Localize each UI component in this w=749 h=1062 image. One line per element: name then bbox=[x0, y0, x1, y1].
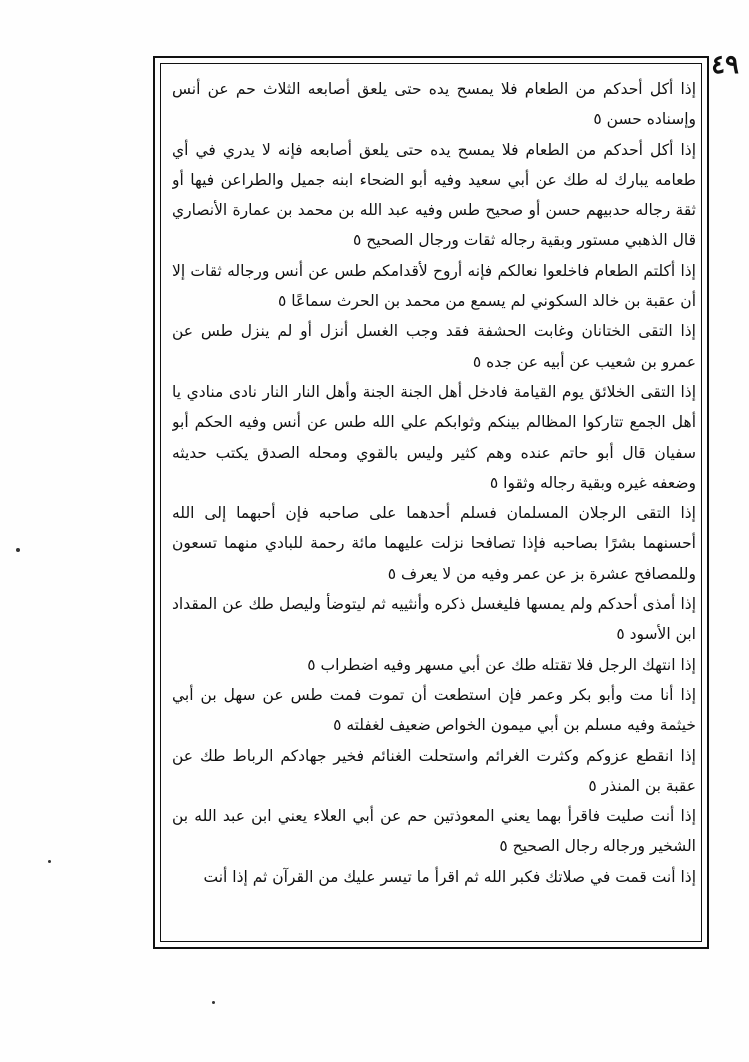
ink-speck bbox=[212, 1001, 215, 1004]
hadith-entry: إذا التقى الختانان وغابت الحشفة فقد وجب الغسل أنزل أو لم ينزل طس عن عمرو بن شعيب عن أبيه عن جده ٥ bbox=[172, 322, 696, 371]
hadith-entry: إذا انتهك الرجل فلا تقتله طك عن أبي مسهر وفيه اضطراب ٥ bbox=[307, 655, 696, 674]
folio-number: ٤٩ bbox=[711, 50, 739, 80]
hadith-entry: إذا التقى الخلائق يوم القيامة فادخل أهل الجنة الجنة وأهل النار النار نادى منادي يا أهل الجمع تتاركوا المظالم بينكم وثوابكم علي الله طس عن أنس وفيه الحكم أبو سفيان قال أبو حاتم عنده وهم كثير وليس بالقوي ومحله الصدق يكتب حديثه وضعفه غيره وبقية رجاله وثقوا ٥ bbox=[172, 382, 696, 492]
hadith-entry: إذا أكل أحدكم من الطعام فلا يمسح يده حتى يلعق أصابعه الثلاث حم عن أنس وإسناده حسن ٥ bbox=[172, 80, 696, 129]
ink-speck bbox=[16, 548, 20, 552]
hadith-entry: إذا أنا مت وأبو بكر وعمر فإن استطعت أن تموت فمت طس عن سهل بن أبي خيثمة وفيه مسلم بن أبي ميمون الخواص ضعيف لغفلته ٥ bbox=[172, 685, 696, 735]
ink-speck bbox=[48, 860, 51, 863]
hadith-text-block bbox=[172, 74, 696, 934]
hadith-entry: إذا أنت صليت فاقرأ بهما يعني المعوذتين حم عن أبي العلاء يعني ابن عبد الله بن الشخير ورجاله رجال الصحيح ٥ bbox=[172, 807, 696, 856]
hadith-entry: إذا انقطع عزوكم وكثرت الغرائم واستحلت الغنائم فخير جهادكم الرباط طك عن عقبة بن المنذر ٥ bbox=[172, 746, 696, 795]
hadith-entry: إذا أنت قمت في صلاتك فكبر الله ثم اقرأ ما تيسر عليك من القرآن ثم إذا أنت bbox=[203, 867, 696, 886]
hadith-entry: إذا أمذى أحدكم ولم يمسها فليغسل ذكره وأنثييه ثم ليتوضأ وليصل طك عن المقداد ابن الأسود ٥ bbox=[172, 595, 696, 644]
hadith-entry: إذا أكلتم الطعام فاخلعوا نعالكم فإنه أروح لأقدامكم طس عن أنس ورجاله ثقات إلا أن عقبة بن خالد السكوني لم يسمع من محمد بن الحرث سماعًا ٥ bbox=[172, 261, 696, 311]
hadith-entry: إذا التقى الرجلان المسلمان فسلم أحدهما على صاحبه فإن أحبهما إلى الله أحسنهما بشرًا بصاحبه فإذا تصافحا نزلت عليهما مائة رحمة للبادي منهما تسعون وللمصافح عشرة بز عن عمر وفيه من لا يعرف ٥ bbox=[172, 504, 696, 583]
hadith-entry: إذا أكل أحدكم من الطعام فلا يمسح يده حتى يلعق أصابعه فإنه لا يدري في أي طعامه يبارك له طك عن أبي سعيد وفيه أبو الضحاء ابنه جميل والطراعن فيها أو ثقة رجاله حدبيهم حسن أو صحيح طس وفيه عبد الله بن محمد بن عمارة الأنصاري قال الذهبي مستور وبقية رجاله ثقات ورجال الصحيح ٥ bbox=[172, 140, 696, 250]
